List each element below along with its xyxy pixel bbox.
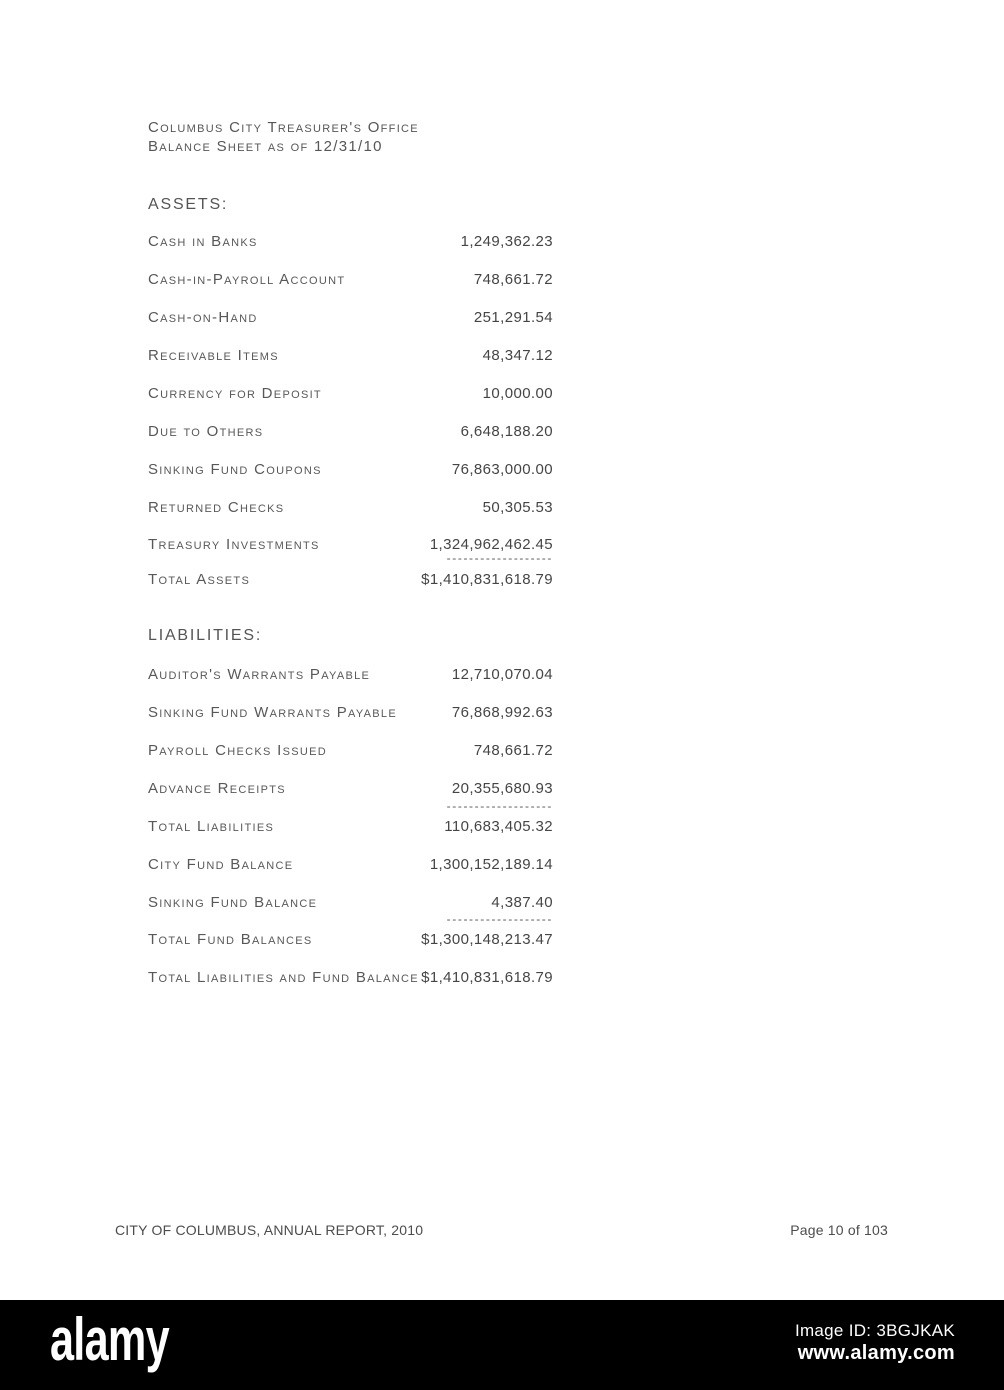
document-header <box>148 118 419 156</box>
row-value: 10,000.00 <box>482 385 553 402</box>
total-liabilities-row <box>148 818 553 835</box>
row-value: 4,387.40 <box>491 894 553 911</box>
row-label: Payroll Checks Issued <box>148 742 328 759</box>
separator-dashes: ------------------- <box>446 912 553 926</box>
row-value: $1,300,148,213.47 <box>421 931 553 948</box>
row-label: Total Liabilities <box>148 818 275 835</box>
row-value: 748,661.72 <box>473 271 553 288</box>
row-label: Returned Checks <box>148 499 285 516</box>
watermark-info <box>795 1320 955 1365</box>
section-title-liabilities: LIABILITIES: <box>148 627 263 644</box>
row-value: 1,249,362.23 <box>460 233 553 250</box>
row-value: 6,648,188.20 <box>460 423 553 440</box>
row-label: Sinking Fund Warrants Payable <box>148 704 397 721</box>
table-row <box>148 780 553 797</box>
row-label: City Fund Balance <box>148 856 294 873</box>
row-value: 50,305.53 <box>482 499 553 516</box>
table-row <box>148 704 553 721</box>
row-label: Currency for Deposit <box>148 385 322 402</box>
row-label: Advance Receipts <box>148 780 286 797</box>
row-value: 12,710,070.04 <box>451 666 553 683</box>
table-row <box>148 461 553 478</box>
footer-page-number: Page 10 of 103 <box>790 1222 888 1238</box>
row-label: Total Assets <box>148 571 251 588</box>
table-row <box>148 742 553 759</box>
table-row <box>148 233 553 250</box>
table-row <box>148 856 553 873</box>
row-value: 48,347.12 <box>482 347 553 364</box>
row-label: Cash-on-Hand <box>148 309 258 326</box>
section-title-assets: ASSETS: <box>148 196 229 213</box>
row-value: 76,868,992.63 <box>451 704 553 721</box>
row-label: Cash-in-Payroll Account <box>148 271 346 288</box>
footer-report-title: CITY OF COLUMBUS, ANNUAL REPORT, 2010 <box>115 1222 424 1238</box>
row-label: Total Liabilities and Fund Balance <box>148 969 419 986</box>
doc-title-line1: Columbus City Treasurer's Office <box>148 119 419 136</box>
page-footer <box>115 1222 888 1238</box>
table-row <box>148 309 553 326</box>
alamy-logo: alamy <box>50 1306 169 1373</box>
table-row <box>148 385 553 402</box>
row-label: Receivable Items <box>148 347 279 364</box>
watermark-bar <box>0 1300 1004 1390</box>
table-row <box>148 894 553 911</box>
row-value: 20,355,680.93 <box>451 780 553 797</box>
row-label: Cash in Banks <box>148 233 258 250</box>
row-label: Sinking Fund Coupons <box>148 461 322 478</box>
row-value: 251,291.54 <box>473 309 553 326</box>
total-assets-row <box>148 571 553 588</box>
table-row <box>148 347 553 364</box>
table-row <box>148 271 553 288</box>
separator-dashes: ------------------- <box>446 551 553 565</box>
row-label: Total Fund Balances <box>148 931 313 948</box>
row-value: $1,410,831,618.79 <box>421 571 553 588</box>
row-value: 76,863,000.00 <box>451 461 553 478</box>
table-row <box>148 666 553 683</box>
alamy-url-text: www.alamy.com <box>797 1342 955 1364</box>
doc-title-line2: Balance Sheet as of 12/31/10 <box>148 138 383 155</box>
total-fund-balances-row <box>148 931 553 948</box>
table-row <box>148 423 553 440</box>
image-id-text: Image ID: 3BGJKAK <box>794 1321 955 1340</box>
row-label: Treasury Investments <box>148 536 320 553</box>
row-label: Due to Others <box>148 423 264 440</box>
row-value: $1,410,831,618.79 <box>421 969 553 986</box>
row-value: 110,683,405.32 <box>444 818 553 835</box>
row-value: 1,300,152,189.14 <box>429 856 553 873</box>
row-label: Auditor's Warrants Payable <box>148 666 371 683</box>
row-value: 1,324,962,462.45 <box>429 536 553 553</box>
separator-dashes: ------------------- <box>446 799 553 813</box>
grand-total-row <box>148 969 553 986</box>
row-value: 748,661.72 <box>473 742 553 759</box>
row-label: Sinking Fund Balance <box>148 894 318 911</box>
table-row <box>148 499 553 516</box>
